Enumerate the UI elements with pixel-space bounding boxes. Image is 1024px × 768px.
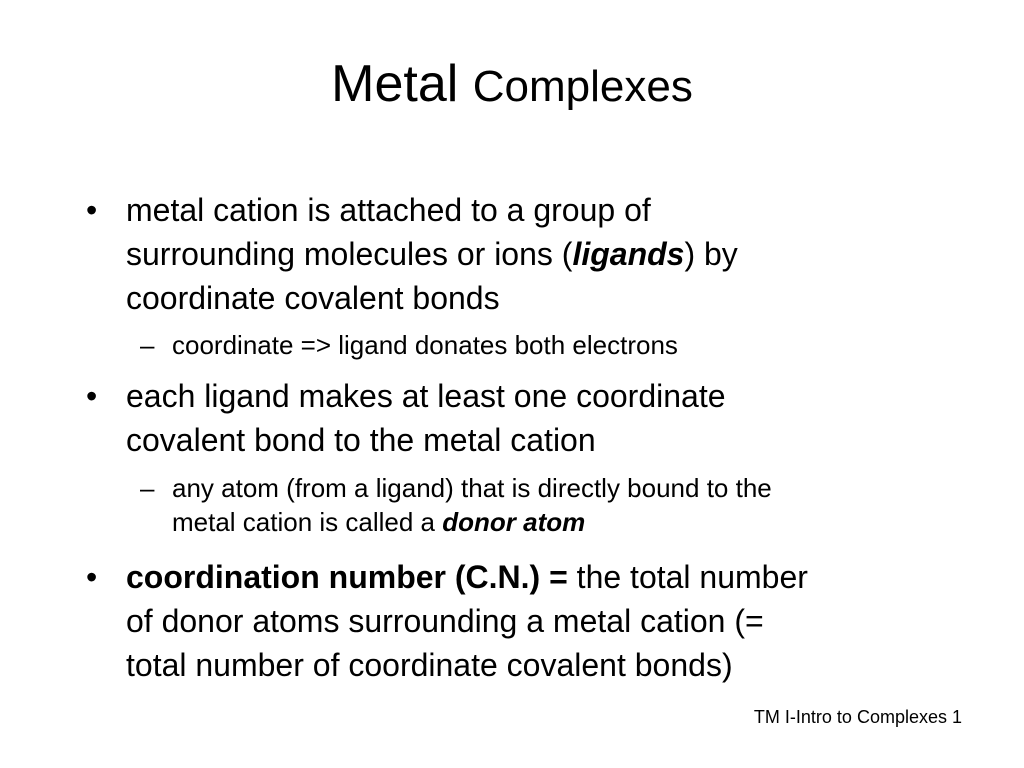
bullet-marker: • bbox=[86, 192, 98, 228]
sub-bullet-text bbox=[172, 471, 912, 539]
title-word-complexes: Complexes bbox=[472, 62, 693, 111]
term-donor-atom: donor atom bbox=[442, 507, 586, 537]
bullet-line bbox=[126, 555, 926, 599]
bullet-marker: • bbox=[86, 378, 98, 414]
bullet-line: metal cation is attached to a group of bbox=[126, 192, 651, 228]
bullet-text bbox=[126, 374, 926, 462]
bullet-marker: • bbox=[86, 559, 98, 595]
bullet-line: total number of coordinate covalent bonds) bbox=[126, 647, 733, 683]
text-segment: ) by bbox=[684, 236, 738, 272]
bullet-line bbox=[126, 232, 926, 276]
bullet-line: each ligand makes at least one coordinate bbox=[126, 378, 726, 414]
title-word-metal: Metal bbox=[331, 55, 459, 113]
sub-bullet-marker: – bbox=[140, 473, 155, 503]
text-segment: surrounding molecules or ions ( bbox=[126, 236, 573, 272]
sub-bullet-line: coordinate => ligand donates both electrons bbox=[172, 330, 678, 360]
slide-title bbox=[0, 52, 1024, 119]
bullet-line: of donor atoms surrounding a metal cation (= bbox=[126, 603, 764, 639]
sub-bullet-line: any atom (from a ligand) that is directly bound to the bbox=[172, 473, 772, 503]
sub-bullet-line bbox=[172, 505, 912, 539]
sub-bullet-text bbox=[172, 328, 912, 362]
bullet-line: covalent bond to the metal cation bbox=[126, 422, 596, 458]
text-segment: metal cation is called a bbox=[172, 507, 443, 537]
sub-bullet-marker: – bbox=[140, 330, 155, 360]
slide-footer: TM I-Intro to Complexes 1 bbox=[753, 707, 962, 727]
text-segment: the total number bbox=[567, 559, 808, 595]
bullet-text bbox=[126, 188, 926, 320]
bullet-line: coordinate covalent bonds bbox=[126, 280, 500, 316]
term-coordination-number: coordination number (C.N.) = bbox=[126, 559, 568, 595]
term-ligands: ligands bbox=[572, 236, 685, 272]
bullet-text bbox=[126, 555, 926, 687]
